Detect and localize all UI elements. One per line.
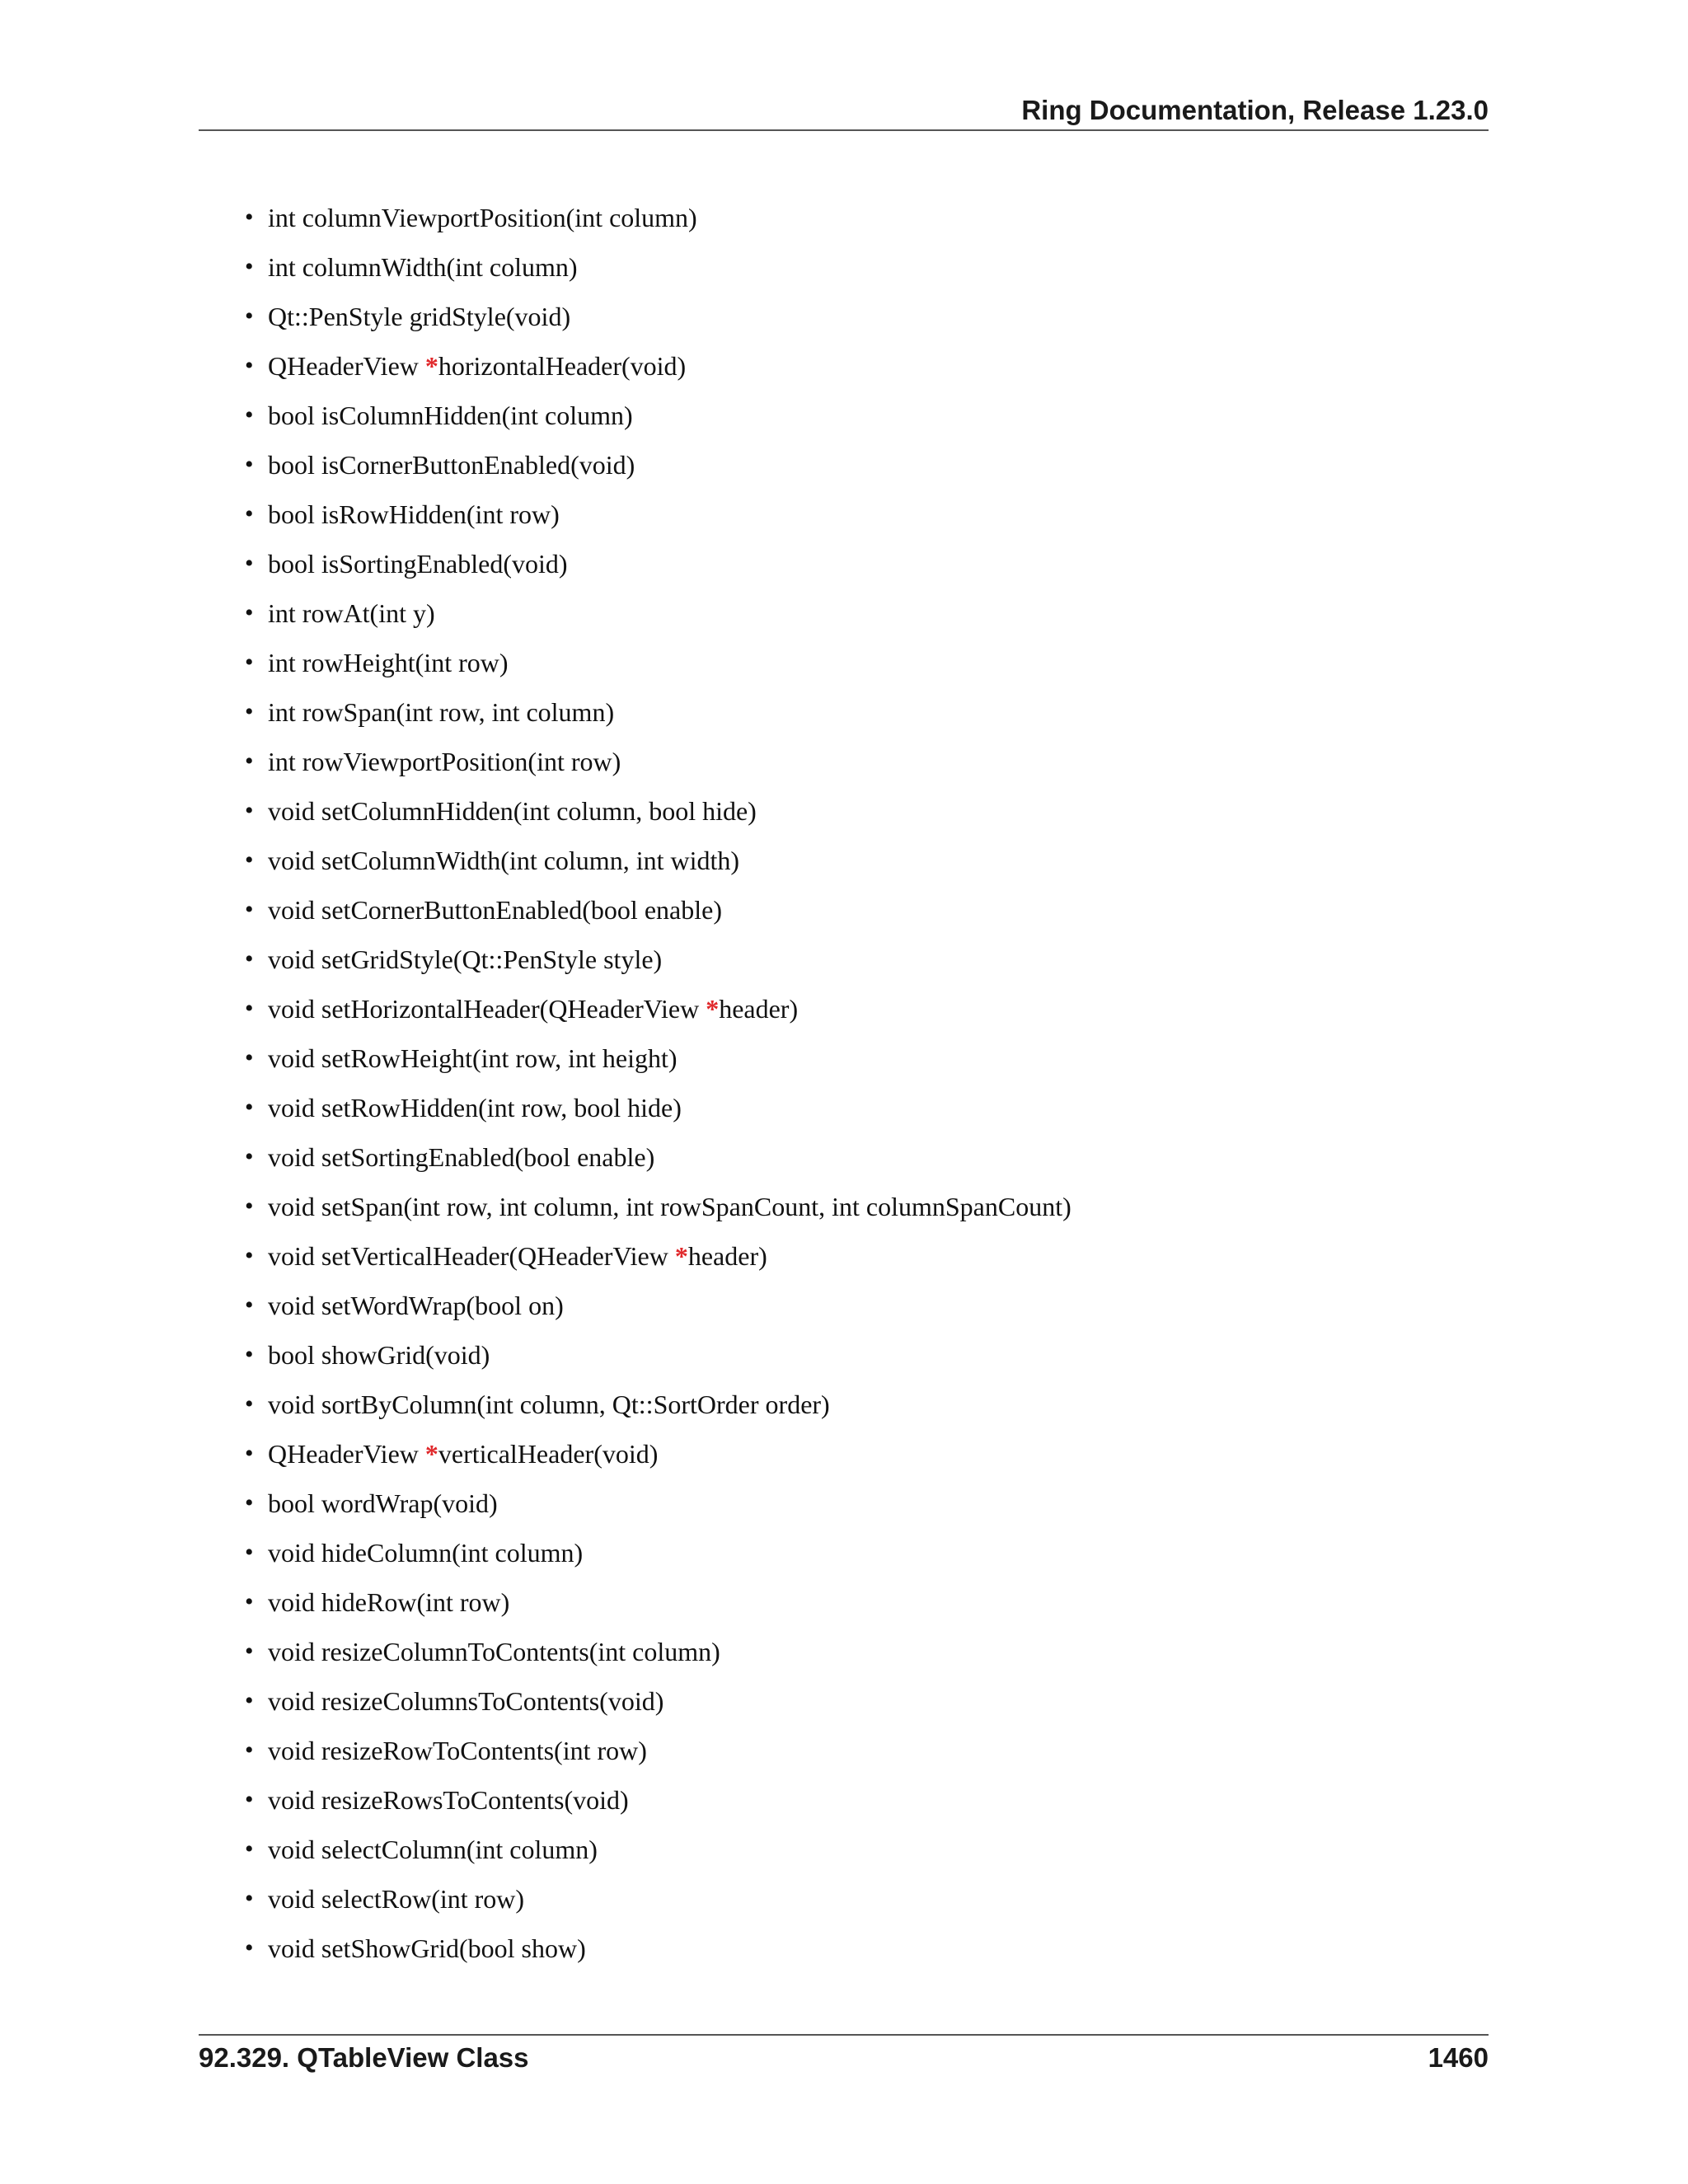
list-item — [245, 292, 1481, 341]
bullet-icon: • — [245, 995, 254, 1022]
method-signature: QHeaderView — [268, 1439, 425, 1469]
list-item — [245, 1676, 1481, 1726]
bullet-icon: • — [245, 846, 254, 874]
bullet-icon: • — [245, 302, 254, 330]
method-signature: void setRowHeight(int row, int height) — [268, 1043, 678, 1073]
bullet-icon: • — [245, 1489, 254, 1516]
list-item — [245, 1281, 1481, 1330]
list-item — [245, 984, 1481, 1033]
method-signature: bool wordWrap(void) — [268, 1488, 498, 1518]
list-item — [245, 786, 1481, 836]
pointer-star: * — [674, 1241, 688, 1271]
bullet-icon: • — [245, 698, 254, 725]
method-signature-rest: horizontalHeader(void) — [438, 351, 687, 381]
method-signature-rest: header) — [687, 1241, 767, 1271]
list-item — [245, 341, 1481, 391]
method-signature: void sortByColumn(int column, Qt::SortOrder order) — [268, 1390, 830, 1419]
method-signature-rest: verticalHeader(void) — [438, 1439, 659, 1469]
pointer-star: * — [424, 1439, 438, 1469]
method-signature: void setVerticalHeader(QHeaderView — [268, 1241, 675, 1271]
bullet-icon: • — [245, 1044, 254, 1071]
bullet-icon: • — [245, 1193, 254, 1220]
bullet-icon: • — [245, 1835, 254, 1863]
method-signature: void setCornerButtonEnabled(bool enable) — [268, 895, 722, 925]
bullet-icon: • — [245, 1687, 254, 1714]
list-item — [245, 1479, 1481, 1528]
method-signature: void hideRow(int row) — [268, 1587, 510, 1617]
list-item — [245, 836, 1481, 885]
method-signature: int rowHeight(int row) — [268, 648, 509, 677]
list-item — [245, 885, 1481, 935]
list-item — [245, 1874, 1481, 1924]
bullet-icon: • — [245, 401, 254, 429]
page-number: 1460 — [1428, 2042, 1489, 2073]
list-item — [245, 1924, 1481, 1973]
method-signature: void resizeColumnToContents(int column) — [268, 1637, 720, 1666]
page-footer — [199, 2034, 1489, 2085]
method-signature: void setColumnWidth(int column, int width) — [268, 846, 740, 875]
method-signature: void setRowHidden(int row, bool hide) — [268, 1093, 682, 1122]
bullet-icon: • — [245, 1588, 254, 1615]
method-signature: void selectRow(int row) — [268, 1884, 525, 1914]
bullet-icon: • — [245, 550, 254, 577]
bullet-icon: • — [245, 945, 254, 972]
bullet-icon: • — [245, 1786, 254, 1813]
method-signature: void setSortingEnabled(bool enable) — [268, 1142, 655, 1172]
bullet-icon: • — [245, 1539, 254, 1566]
bullet-icon: • — [245, 451, 254, 478]
bullet-icon: • — [245, 649, 254, 676]
list-item — [245, 588, 1481, 638]
list-item — [245, 687, 1481, 737]
method-signature: int columnWidth(int column) — [268, 252, 578, 282]
list-item — [245, 935, 1481, 984]
method-signature: Qt::PenStyle gridStyle(void) — [268, 302, 571, 331]
bullet-icon: • — [245, 204, 254, 231]
method-signature: int rowAt(int y) — [268, 598, 435, 628]
bullet-icon: • — [245, 1885, 254, 1912]
method-signature: bool showGrid(void) — [268, 1340, 490, 1370]
list-item — [245, 1429, 1481, 1479]
list-item — [245, 1182, 1481, 1231]
list-item — [245, 440, 1481, 490]
method-signature-rest: header) — [719, 994, 799, 1024]
method-signature: int rowSpan(int row, int column) — [268, 697, 615, 727]
bullet-icon: • — [245, 352, 254, 379]
method-list — [245, 193, 1481, 1973]
list-item — [245, 391, 1481, 440]
bullet-icon: • — [245, 1291, 254, 1319]
bullet-icon: • — [245, 253, 254, 280]
method-signature: int rowViewportPosition(int row) — [268, 747, 621, 776]
pointer-star: * — [706, 994, 720, 1024]
list-item — [245, 490, 1481, 539]
bullet-icon: • — [245, 1638, 254, 1665]
method-signature: void hideColumn(int column) — [268, 1538, 584, 1568]
list-item — [245, 737, 1481, 786]
bullet-icon: • — [245, 748, 254, 775]
method-signature: bool isCornerButtonEnabled(void) — [268, 450, 635, 480]
method-signature: void setSpan(int row, int column, int rowSpanCount, int columnSpanCount) — [268, 1192, 1071, 1221]
list-item — [245, 1528, 1481, 1577]
list-item — [245, 1775, 1481, 1825]
method-signature: void resizeColumnsToContents(void) — [268, 1686, 664, 1716]
bullet-icon: • — [245, 797, 254, 824]
document-title: Ring Documentation, Release 1.23.0 — [1021, 95, 1489, 125]
section-title: 92.329. QTableView Class — [199, 2042, 529, 2073]
bullet-icon: • — [245, 1143, 254, 1170]
method-signature: void setWordWrap(bool on) — [268, 1291, 564, 1320]
list-item — [245, 1825, 1481, 1874]
list-item — [245, 638, 1481, 687]
bullet-icon: • — [245, 1440, 254, 1467]
list-item — [245, 539, 1481, 588]
page-content — [245, 193, 1481, 1973]
method-signature: void setGridStyle(Qt::PenStyle style) — [268, 944, 663, 974]
pointer-star: * — [424, 351, 438, 381]
list-item — [245, 1132, 1481, 1182]
method-signature: void selectColumn(int column) — [268, 1835, 598, 1864]
bullet-icon: • — [245, 500, 254, 527]
method-signature: int columnViewportPosition(int column) — [268, 203, 697, 232]
list-item — [245, 193, 1481, 242]
bullet-icon: • — [245, 599, 254, 626]
list-item — [245, 1380, 1481, 1429]
list-item — [245, 1231, 1481, 1281]
method-signature: void setHorizontalHeader(QHeaderView — [268, 994, 706, 1024]
bullet-icon: • — [245, 896, 254, 923]
list-item — [245, 1577, 1481, 1627]
list-item — [245, 1726, 1481, 1775]
method-signature: void setColumnHidden(int column, bool hide) — [268, 796, 757, 826]
method-signature: void resizeRowToContents(int row) — [268, 1736, 647, 1765]
method-signature: void resizeRowsToContents(void) — [268, 1785, 629, 1815]
list-item — [245, 1083, 1481, 1132]
method-signature: bool isRowHidden(int row) — [268, 499, 560, 529]
bullet-icon: • — [245, 1390, 254, 1418]
method-signature: bool isSortingEnabled(void) — [268, 549, 568, 579]
method-signature: bool isColumnHidden(int column) — [268, 401, 633, 430]
page-header — [199, 91, 1489, 131]
list-item — [245, 1033, 1481, 1083]
bullet-icon: • — [245, 1736, 254, 1764]
list-item — [245, 242, 1481, 292]
bullet-icon: • — [245, 1934, 254, 1961]
bullet-icon: • — [245, 1242, 254, 1269]
bullet-icon: • — [245, 1094, 254, 1121]
method-signature: QHeaderView — [268, 351, 425, 381]
list-item — [245, 1330, 1481, 1380]
method-signature: void setShowGrid(bool show) — [268, 1933, 586, 1963]
bullet-icon: • — [245, 1341, 254, 1368]
list-item — [245, 1627, 1481, 1676]
